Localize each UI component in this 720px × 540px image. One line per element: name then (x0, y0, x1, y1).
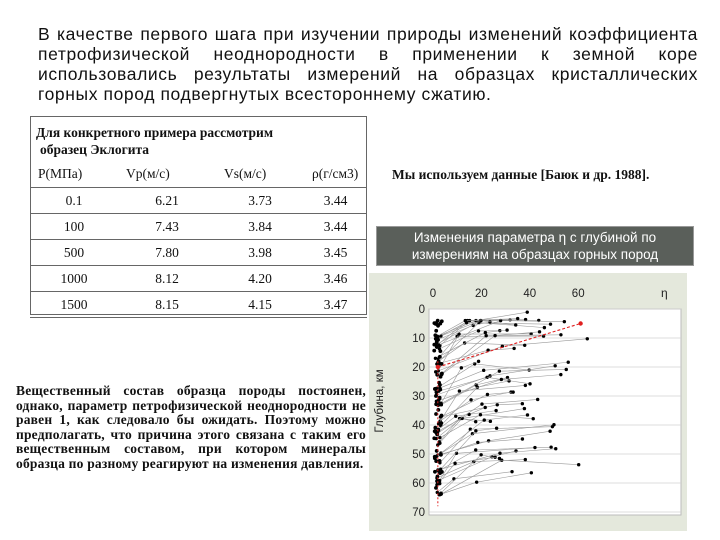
data-point (543, 326, 546, 329)
col-header-vp: Vp(м/с) (118, 160, 216, 188)
data-point (438, 388, 442, 392)
data-point (460, 366, 463, 369)
intro-paragraph: В качестве первого шага при изучении природы изменений коэффициента петрофизической неоднородности в применении к земной коре использовались результаты измерений на образцах кристаллических горных пород подвергнутых всестороннему сжатию. (38, 24, 698, 104)
data-point (528, 382, 531, 385)
plot-area (429, 309, 681, 515)
graph-title-box (376, 226, 694, 266)
data-point (484, 406, 487, 409)
data-point (482, 369, 485, 372)
data-table (30, 160, 367, 318)
data-point (474, 448, 477, 451)
table-row (30, 214, 367, 240)
cell-vp: 7.80 (118, 240, 216, 266)
data-point (498, 451, 501, 454)
data-point (494, 409, 497, 412)
cell-vs: 3.84 (216, 214, 304, 240)
data-point (521, 402, 524, 405)
cell-vp: 8.15 (118, 292, 216, 318)
data-point (559, 333, 562, 336)
data-point (438, 492, 442, 496)
data-point (493, 334, 496, 337)
data-point (514, 323, 517, 326)
data-point (510, 470, 513, 473)
description-paragraph: Вещественный состав образца породы постоянен, однако, параметр петрофизической неоднородности не равен 1, как следовало бы ожидать. Поэтому можно предполагать, что причина этого связана с таким его вещественным составом, при котором минералы образца по разному реагируют на изменения давления. (16, 383, 366, 471)
data-point (512, 347, 515, 350)
data-point (532, 417, 535, 420)
cell-density: 3.46 (304, 266, 367, 292)
data-point (454, 414, 457, 417)
data-point (524, 458, 527, 461)
data-point (440, 372, 444, 376)
table-caption-line1: Для конкретного примера рассмотрим (36, 125, 274, 140)
data-point (484, 331, 487, 334)
data-point (434, 486, 438, 490)
data-point (505, 328, 508, 331)
data-point (433, 456, 437, 460)
data-point (435, 433, 439, 437)
data-point (498, 457, 501, 460)
data-point (548, 429, 551, 432)
cell-vp: 8.12 (118, 266, 216, 292)
data-point (453, 462, 456, 465)
cell-density: 3.47 (304, 292, 367, 318)
source-citation: Мы используем данные [Баюк и др. 1988]. (392, 167, 650, 182)
data-point (530, 471, 533, 474)
data-point (516, 317, 519, 320)
data-point (435, 373, 439, 377)
cell-density: 3.44 (304, 214, 367, 240)
table-header-row (30, 160, 367, 188)
x-tick-label: 0 (429, 288, 437, 300)
data-point (500, 378, 503, 381)
table-row (30, 266, 367, 292)
data-point (495, 427, 498, 430)
data-point (439, 401, 443, 405)
data-point (487, 439, 490, 442)
table-caption (36, 124, 356, 158)
cell-vp: 6.21 (118, 188, 216, 214)
data-point (483, 418, 486, 421)
data-point (567, 361, 570, 364)
data-point (440, 319, 444, 323)
cell-pressure: 100 (30, 214, 118, 240)
data-point (521, 437, 524, 440)
data-point (437, 359, 441, 363)
data-point (480, 402, 483, 405)
cell-pressure: 1500 (30, 292, 118, 318)
data-point (523, 344, 526, 347)
table-row (30, 188, 367, 214)
data-point (474, 429, 477, 432)
data-point (577, 463, 580, 466)
data-point (486, 393, 489, 396)
data-point (439, 453, 443, 457)
data-point (552, 423, 555, 426)
data-point (474, 420, 477, 423)
cell-density: 3.44 (304, 188, 367, 214)
data-point (533, 446, 536, 449)
x-tick-label: 60 (571, 288, 585, 300)
data-point (477, 329, 480, 332)
y-tick-label: 70 (412, 507, 425, 519)
data-point (476, 441, 479, 444)
y-tick-label: 10 (412, 333, 425, 345)
y-tick-label: 60 (412, 478, 425, 490)
graph-title-line1: Изменения параметра η с глубиной по (413, 230, 657, 245)
cell-pressure: 500 (30, 240, 118, 266)
data-point (440, 414, 444, 418)
data-point (432, 436, 436, 440)
data-point (438, 349, 442, 353)
cell-pressure: 1000 (30, 266, 118, 292)
data-point (586, 337, 589, 340)
data-point (469, 398, 472, 401)
data-point (479, 413, 482, 416)
data-point (432, 343, 436, 347)
data-point (438, 436, 441, 439)
cell-vs: 4.15 (216, 292, 304, 318)
data-point (553, 364, 556, 367)
data-point (536, 398, 539, 401)
data-point (538, 330, 541, 333)
col-header-density: ρ(г/см3) (304, 160, 367, 188)
data-point (511, 390, 514, 393)
data-point (523, 407, 526, 410)
data-point (524, 384, 527, 387)
table-row (30, 240, 367, 266)
table-caption-line2: образец Эклогита (40, 142, 150, 157)
data-point (436, 335, 440, 339)
data-point (433, 470, 437, 474)
cell-vp: 7.43 (118, 214, 216, 240)
y-axis-label: Глубина, км (374, 369, 386, 433)
cell-pressure: 0.1 (30, 188, 118, 214)
y-tick-label: 0 (418, 304, 425, 316)
data-point (434, 329, 438, 333)
y-tick-label: 40 (412, 420, 425, 432)
x-tick-label: 40 (523, 288, 537, 300)
cell-density: 3.45 (304, 240, 367, 266)
col-header-pressure: P(MПа) (30, 160, 118, 188)
data-point (464, 319, 467, 322)
data-point (479, 453, 482, 456)
data-point (452, 477, 455, 480)
cell-vs: 4.20 (216, 266, 304, 292)
highlight-point (578, 321, 582, 325)
data-point (433, 387, 437, 391)
data-point (549, 322, 552, 325)
data-point (496, 403, 499, 406)
data-point (438, 441, 442, 445)
data-point (475, 480, 478, 483)
data-point (526, 310, 529, 313)
x-tick-label: 20 (475, 288, 488, 300)
data-point (489, 420, 492, 423)
data-point (477, 360, 480, 363)
data-point (434, 394, 438, 398)
data-point (537, 319, 540, 322)
table-row (30, 292, 367, 318)
cell-vs: 3.98 (216, 240, 304, 266)
graph-title-line2: измерениям на образцах горных пород (411, 247, 659, 262)
y-tick-label: 20 (412, 362, 425, 374)
data-point (559, 373, 562, 376)
data-point (549, 445, 552, 448)
data-point (438, 355, 442, 359)
col-header-vs: Vs(м/с) (216, 160, 304, 188)
data-point (432, 349, 436, 353)
data-point (554, 447, 557, 450)
data-point (563, 320, 566, 323)
cell-vs: 3.73 (216, 188, 304, 214)
data-point (436, 319, 440, 323)
data-point (432, 321, 436, 325)
y-tick-label: 30 (412, 391, 425, 403)
y-tick-label: 50 (412, 449, 425, 461)
x-axis-label: η (661, 286, 668, 300)
data-point (438, 471, 442, 475)
data-point (498, 369, 501, 372)
depth-eta-chart (369, 273, 687, 531)
data-point (458, 389, 461, 392)
data-point (433, 426, 437, 430)
data-point (434, 357, 437, 360)
data-point (479, 319, 482, 322)
data-point (565, 368, 568, 371)
data-point (526, 413, 529, 416)
data-point (484, 334, 487, 337)
